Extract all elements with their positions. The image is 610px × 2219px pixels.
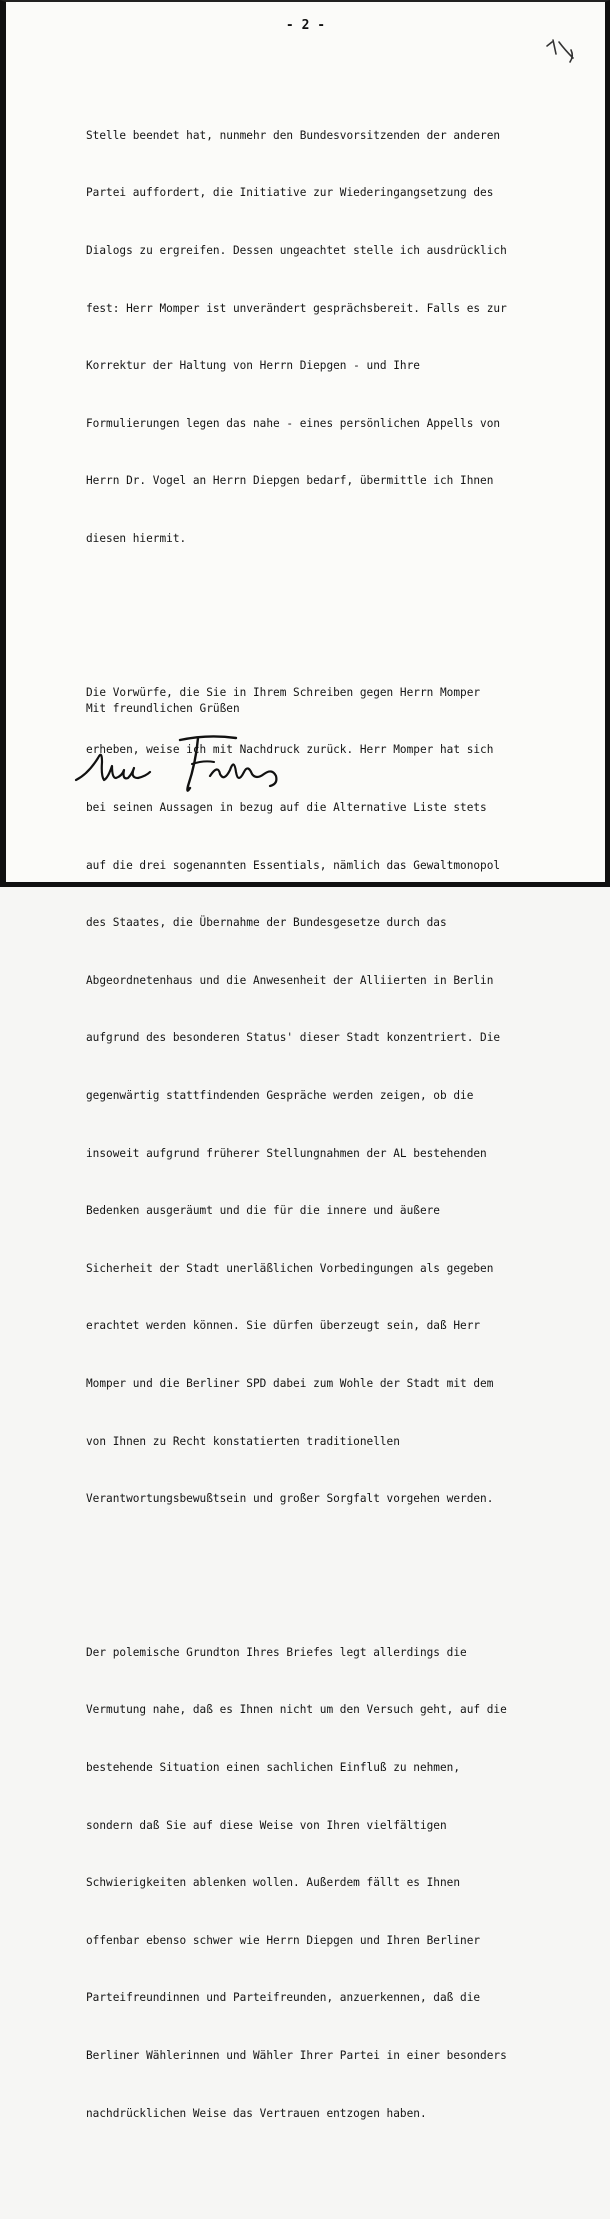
paragraph-1: [86, 87, 556, 586]
signature-icon: [68, 728, 308, 798]
text-line: Momper und die Berliner SPD dabei zum Wohle der Stadt mit dem: [86, 1377, 494, 1390]
text-line: Sicherheit der Stadt unerläßlichen Vorbedingungen als gegeben: [86, 1261, 494, 1275]
text-line: Schwierigkeiten ablenken wollen. Außerdem fällt es Ihnen: [86, 1876, 461, 1890]
text-line: diesen hiermit.: [86, 532, 187, 546]
closing-salutation: Mit freundlichen Grüßen: [86, 702, 240, 715]
text-line: nachdrücklichen Weise das Vertrauen entzogen haben.: [86, 2106, 427, 2120]
text-line: Stelle beendet hat, nunmehr den Bundesvorsitzenden der anderen: [86, 128, 501, 142]
text-line: Dialogs zu ergreifen. Dessen ungeachtet stelle ich ausdrücklich: [86, 244, 507, 258]
text-line: bestehende Situation einen sachlichen Einfluß zu nehmen,: [86, 1761, 461, 1775]
text-line: erheben, weise ich mit Nachdruck zurück. Herr Momper hat sich: [86, 743, 494, 757]
paragraph-3: [86, 1604, 556, 2161]
text-line: Korrektur der Haltung von Herrn Diepgen - und Ihre: [86, 359, 420, 373]
text-line: Bedenken ausgeräumt und die für die innere und äußere: [86, 1204, 440, 1218]
text-line: von Ihnen zu Recht konstatierten traditionellen: [86, 1434, 400, 1448]
text-line: Verantwortungsbewußtsein und großer Sorgfalt vorgehen werden.: [86, 1492, 494, 1506]
text-line: Formulierungen legen das nahe - eines persönlichen Appells von: [86, 416, 501, 430]
text-line: bei seinen Aussagen in bezug auf die Alternative Liste stets: [86, 800, 487, 814]
text-line: aufgrund des besonderen Status' dieser Stadt konzentriert. Die: [86, 1031, 501, 1045]
text-line: Berliner Wählerinnen und Wähler Ihrer Partei in einer besonders: [86, 2049, 507, 2063]
text-line: Vermutung nahe, daß es Ihnen nicht um den Versuch geht, auf die: [86, 1703, 507, 1717]
text-line: fest: Herr Momper ist unverändert gesprächsbereit. Falls es zur: [86, 301, 507, 315]
text-line: Partei auffordert, die Initiative zur Wiederingangsetzung des: [86, 186, 494, 200]
text-line: Abgeordnetenhaus und die Anwesenheit der Alliierten in Berlin: [86, 973, 494, 987]
letter-body: [86, 49, 556, 2219]
text-line: des Staates, die Übernahme der Bundesgesetze durch das: [86, 916, 447, 930]
text-line: auf die drei sogenannten Essentials, nämlich das Gewaltmonopol: [86, 858, 501, 872]
text-line: insoweit aufgrund früherer Stellungnahmen der AL bestehenden: [86, 1146, 487, 1160]
page-number: - 2 -: [285, 18, 326, 33]
text-line: Die Vorwürfe, die Sie in Ihrem Schreiben gegen Herrn Momper: [86, 685, 481, 699]
text-line: Parteifreundinnen und Parteifreunden, anzuerkennen, daß die: [86, 1991, 481, 2005]
text-line: Herrn Dr. Vogel an Herrn Diepgen bedarf, übermittle ich Ihnen: [86, 474, 494, 488]
text-line: sondern daß Sie auf diese Weise von Ihren vielfältigen: [86, 1818, 447, 1832]
text-line: erachtet werden können. Sie dürfen überzeugt sein, daß Herr: [86, 1319, 481, 1333]
text-line: offenbar ebenso schwer wie Herrn Diepgen und Ihren Berliner: [86, 1933, 481, 1947]
text-line: gegenwärtig stattfindenden Gespräche werden zeigen, ob die: [86, 1088, 474, 1102]
text-line: Der polemische Grundton Ihres Briefes legt allerdings die: [86, 1645, 467, 1659]
